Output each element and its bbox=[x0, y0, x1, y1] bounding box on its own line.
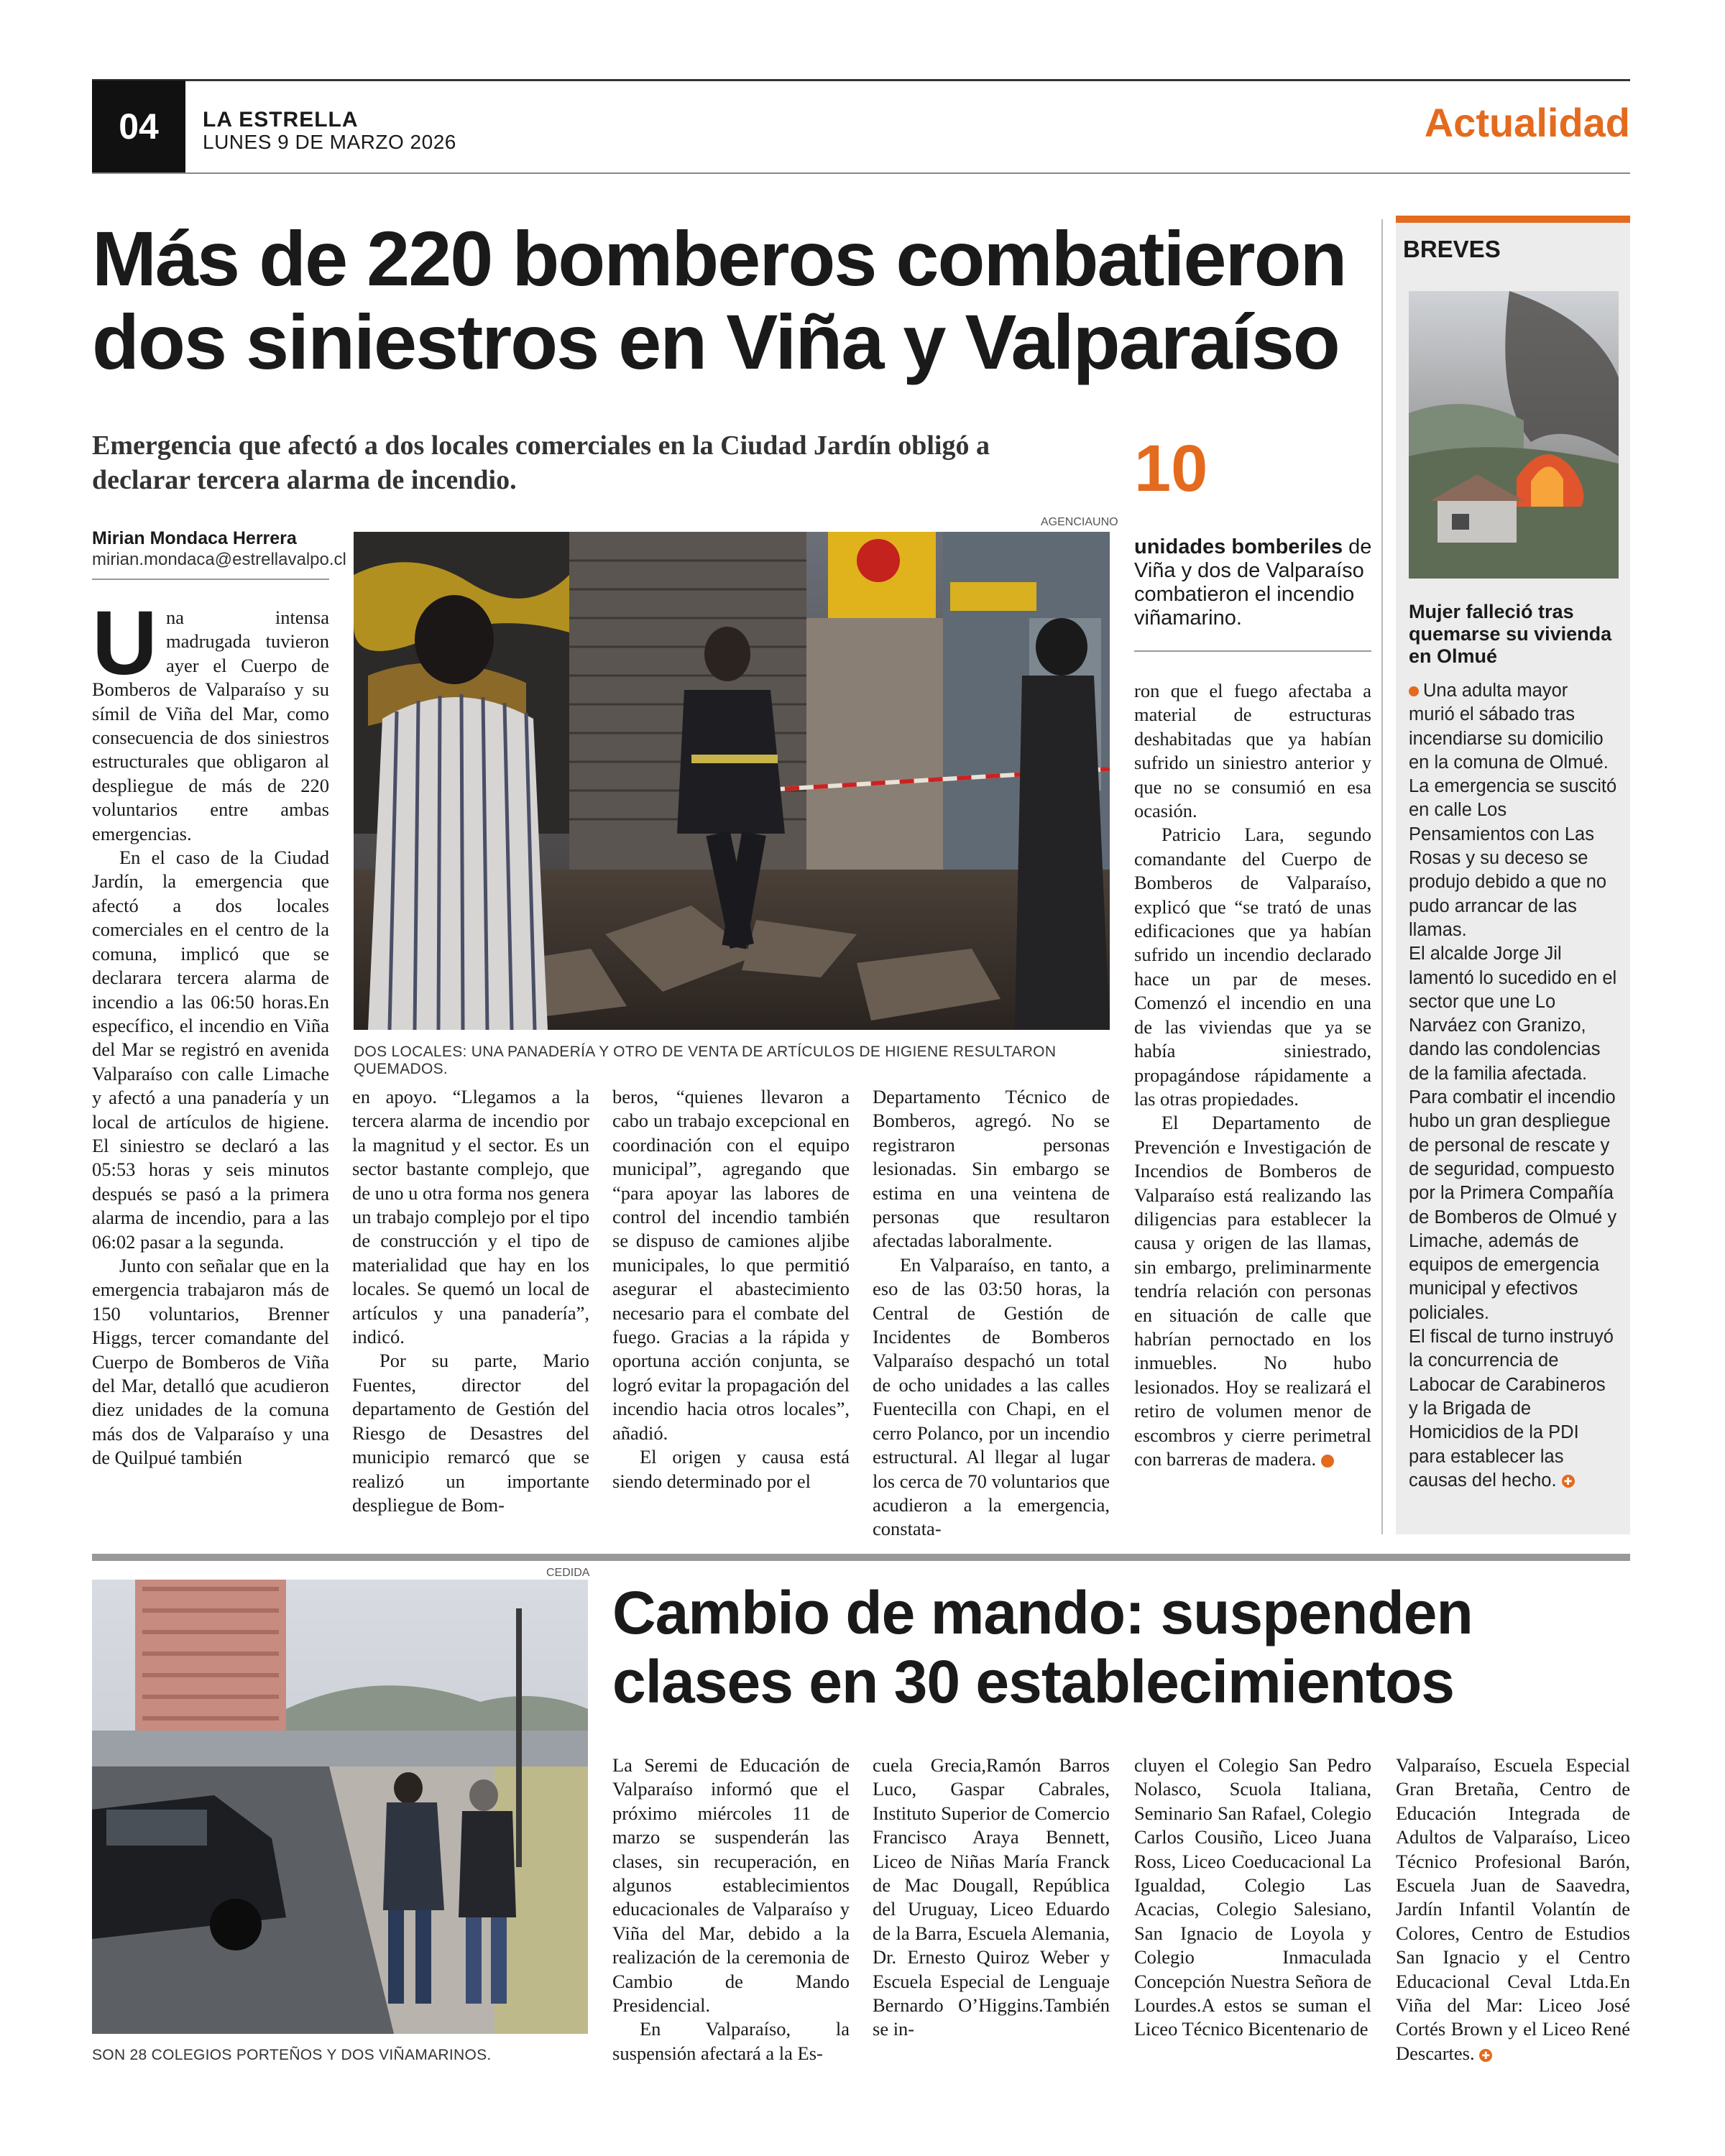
second-article-column-1 bbox=[612, 1754, 850, 2065]
article-column-5 bbox=[1134, 679, 1371, 1471]
issue-date: LUNES 9 DE MARZO 2026 bbox=[203, 131, 456, 153]
article-paragraph: Patricio Lara, segundo comandante del Cuerpo de Bomberos de Valparaíso, explicó que “se trató de unas edificaciones que ya habían sufrido un incendio declarado hace un par de meses. Comenzó el incendio en una de las viviendas que ya se había siniestrado, propagándose rápidamente a las otras propiedades. bbox=[1134, 824, 1371, 1110]
stat-description bbox=[1134, 535, 1379, 630]
bullet-icon bbox=[1409, 686, 1419, 696]
sidebar-body bbox=[1409, 679, 1619, 1493]
stat-divider bbox=[1134, 650, 1371, 652]
stat-number: 10 bbox=[1134, 432, 1208, 505]
end-of-article-icon: ✚ bbox=[1321, 1455, 1334, 1468]
article-paragraph: beros, “quienes llevaron a cabo un trabajo excepcional en coordinación con el equipo municipal”, agregando que “para apoyar las labores de control del incendio también se dispuso de camiones aljibe municipales, lo que permitió asegurar el abastecimiento necesario para el combate del fuego. Gracias a la rápida y oportuna acción conjunta, se logró evitar la propagación del incendio hacia otros locales”, añadió. bbox=[612, 1086, 850, 1444]
article-paragraph: Junto con señalar que en la emergencia trabajaron más de 150 voluntarios, Brenner Higgs, tercer comandante del Cuerpo de Bomberos de Viña del Mar, detalló que acudieron diez unidades de la comuna más dos de Valparaíso y una de Quilpué también bbox=[92, 1254, 329, 1469]
article-paragraph: cluyen el Colegio San Pedro Nolasco, Scuola Italiana, Seminario San Rafael, Colegio Carlos Cousiño, Liceo Juana Ross, Liceo Coeducacional La Igualdad, Colegio Las Acacias, Colegio Salesiano, San Ignacio de Loyola y Colegio Inmaculada Concepción Nuestra Señora de Lourdes.A estos se suman el Liceo Técnico Bicentenario de bbox=[1134, 1754, 1371, 2040]
sidebar-paragraph: Una adulta mayor murió el sábado tras incendiarse su domicilio en la comuna de Olmué. La emergencia se suscitó en calle Los Pensamientos con Las Rosas y su deceso se produjo debido a que no pudo arrancar de las llamas. bbox=[1409, 681, 1617, 940]
article-column-2 bbox=[352, 1085, 589, 1517]
byline-email[interactable]: mirian.mondaca@estrellavalpo.cl bbox=[92, 550, 346, 569]
end-of-article-icon: ✚ bbox=[1479, 2049, 1492, 2062]
sidebar-title: BREVES bbox=[1403, 236, 1501, 262]
end-of-article-icon: ✚ bbox=[1562, 1475, 1575, 1488]
article-column-1 bbox=[92, 592, 329, 1470]
second-article-column-2 bbox=[873, 1754, 1110, 2042]
article-paragraph: En Valparaíso, en tanto, a eso de las 03:50 horas, la Central de Gestión de Incidentes de Bomberos Valparaíso despachó un total de ocho unidades a las calles Fuentecilla con Chapi, en el cerro Polanco, por un incendio estructural. Al llegar al lugar los cerca de 70 voluntarios que acudieron a la emergencia, constata- bbox=[873, 1253, 1110, 1540]
article-paragraph: en apoyo. “Llegamos a la tercera alarma de incendio por la magnitud y el sector. Es un sector bastante complejo, que de uno u otra forma nos genera un trabajo complejo por el tipo de construcción y el tipo de materialidad que hay en los locales. Se quemó un local de artículos y una panadería”, indicó. bbox=[352, 1086, 589, 1348]
sidebar-paragraph: El fiscal de turno instruyó la concurrencia de Labocar de Carabineros y la Brigada de Homicidios de la PDI para establecer las causas del hecho. ✚ bbox=[1409, 1327, 1614, 1491]
byline-author: Mirian Mondaca Herrera bbox=[92, 528, 297, 548]
stat-bold-text: unidades bomberiles bbox=[1134, 535, 1343, 558]
sidebar-paragraph: El alcalde Jorge Jil lamentó lo sucedido en el sector que une Lo Narváez con Granizo, dando las condolencias de la familia afectada. bbox=[1409, 944, 1617, 1084]
article-paragraph: Una intensa madrugada tuvieron ayer el Cuerpo de Bomberos de Valparaíso y su símil de Viña del Mar, como consecuencia de dos siniestros estructurales que obligaron al despliegue de más de 220 voluntarios entre ambas emergencias. bbox=[92, 592, 329, 844]
article-column-3 bbox=[612, 1085, 850, 1493]
sidebar-paragraph: Para combatir el incendio hubo un gran despliegue de personal de rescate y de seguridad, compuesto por la Primera Compañía de Bomberos de Olmué y Limache, además de equipos de emergencia municipal y efectivos policiales. bbox=[1409, 1087, 1617, 1323]
sidebar-headline: Mujer falleció tras quemarse su vivienda en Olmué bbox=[1409, 601, 1612, 667]
header-top-rule bbox=[92, 79, 1630, 81]
second-article-column-4 bbox=[1396, 1754, 1630, 2065]
article-paragraph: El origen y causa está siendo determinado por el bbox=[612, 1446, 850, 1492]
photo-credit: CEDIDA bbox=[546, 1567, 590, 1579]
article-paragraph: En Valparaíso, la suspensión afectará a la Es- bbox=[612, 2018, 850, 2064]
fire-scene-photo bbox=[354, 532, 1110, 1030]
page-number: 04 bbox=[92, 80, 185, 172]
photo-caption: DOS LOCALES: UNA PANADERÍA Y OTRO DE VENTA DE ARTÍCULOS DE HIGIENE RESULTARON QUEMADOS. bbox=[354, 1044, 1057, 1077]
article-paragraph: Departamento Técnico de Bomberos, agregó. No se registraron personas lesionadas. Sin embargo se estima en una veintena de personas que resultaron afectadas laboralmente. bbox=[873, 1086, 1110, 1252]
street-pedestrians-photo bbox=[92, 1580, 588, 2034]
sidebar-separator bbox=[1381, 219, 1383, 1534]
second-article-column-3 bbox=[1134, 1754, 1371, 2042]
article-column-4 bbox=[873, 1085, 1110, 1542]
newspaper-name: LA ESTRELLA bbox=[203, 108, 359, 132]
article-paragraph: Por su parte, Mario Fuentes, director del departamento de Gestión del Riesgo de Desastres del municipio remarcó que se realizó un importante despliegue de Bom- bbox=[352, 1350, 589, 1516]
section-label: Actualidad bbox=[1424, 100, 1630, 145]
stat-text: de Viña y dos de Valparaíso combatieron el incendio viñamarino. bbox=[1134, 535, 1372, 630]
article-paragraph: En el caso de la Ciudad Jardín, la emergencia que afectó a dos locales comerciales en el centro de la comuna, implicó que se declarara tercera alarma de incendio a las 06:50 horas.En específico, el incendio en Viña del Mar se registró en avenida Valparaíso con calle Limache y afectó a una panadería y un local de artículos de higiene. El siniestro se declaró a las 05:53 horas y seis minutos después se pasó a la primera alarma de incendio, para a las 06:02 pasar a la segunda. bbox=[92, 847, 329, 1253]
article-paragraph: Valparaíso, Escuela Especial Gran Bretaña, Centro de Educación Integrada de Adultos de Valparaíso, Liceo Técnico Profesional Barón, Escuela Juan de Saavedra, Jardín Infantil Volantín de Colores, Centro de Estudios San Ignacio y el Centro Educacional Ceval Ltda.En Viña del Mar: Liceo José Cortés Brown y el Liceo René Descartes. ✚ bbox=[1396, 1754, 1630, 2064]
house-fire-photo bbox=[1409, 291, 1619, 579]
article-paragraph: La Seremi de Educación de Valparaíso informó que el próximo miércoles 11 de marzo se suspenderán las clases, sin recuperación, en algunos establecimientos educacionales de Valparaíso y Viña del Mar, debido a la realización de la ceremonia de Cambio de Mando Presidencial. bbox=[612, 1754, 850, 2017]
photo-credit: AGENCIAUNO bbox=[1041, 516, 1118, 528]
article-paragraph: cuela Grecia,Ramón Barros Luco, Gaspar Cabrales, Instituto Superior de Comercio Francisco Araya Bennett, Liceo de Niñas María Franck de Mac Dougall, República del Uruguay, Liceo Eduardo de la Barra, Escuela Alemania, Dr. Ernesto Quiroz Weber y Escuela Especial de Lenguaje Bernardo O’Higgins.También se in- bbox=[873, 1754, 1110, 2040]
byline-divider bbox=[92, 579, 329, 580]
drop-cap: U bbox=[92, 592, 157, 694]
main-deck: Emergencia que afectó a dos locales comerciales en la Ciudad Jardín obligó a declarar tercera alarma de incendio. bbox=[92, 430, 990, 495]
main-headline: Más de 220 bomberos combatieron dos siniestros en Viña y Valparaíso bbox=[92, 215, 1346, 385]
header-bottom-rule bbox=[92, 172, 1630, 174]
article-divider bbox=[92, 1554, 1630, 1561]
article-paragraph: El Departamento de Prevención e Investigación de Incendios de Bomberos de Valparaíso está realizando las diligencias para establecer la causa y origen de las llamas, sin embargo, preliminarmente tendría relación con personas en situación de calle que habrían pernoctado en los inmuebles. No hubo lesionados. Hoy se realizará el retiro de volumen menor de escombros y cierre perimetral con barreras de madera. ✚ bbox=[1134, 1112, 1371, 1470]
article-paragraph: ron que el fuego afectaba a material de estructuras deshabitadas que ya habían sufrido un siniestro anterior y que no se consumió en esa ocasión. bbox=[1134, 680, 1371, 822]
second-headline: Cambio de mando: suspenden clases en 30 establecimientos bbox=[612, 1579, 1473, 1715]
sidebar-accent-bar bbox=[1396, 216, 1630, 223]
photo-caption: SON 28 COLEGIOS PORTEÑOS Y DOS VIÑAMARINOS. bbox=[92, 2047, 492, 2063]
